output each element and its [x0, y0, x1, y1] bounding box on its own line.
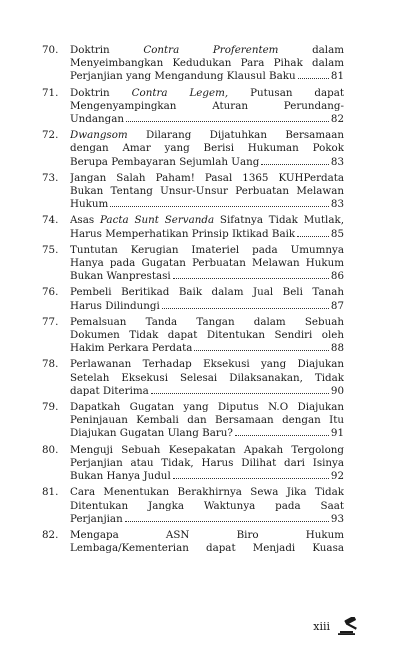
toc-entry[interactable] [42, 244, 344, 284]
toc-entry-last-line [70, 470, 344, 483]
toc-page-ref[interactable]: 83 [330, 155, 344, 168]
toc-text: Peninjauan Kembali dan Bersamaan dengan Itu [70, 414, 344, 427]
toc-entry-line [70, 214, 344, 227]
dot-leader [125, 521, 329, 522]
toc-entry-line [70, 500, 344, 513]
toc-entry-number: 80. [42, 443, 59, 456]
toc-entry-title [70, 286, 344, 312]
toc-entry-number: 74. [42, 214, 59, 227]
toc-text: Cara Menentukan Berakhirnya Sewa Jika Tidak [70, 486, 344, 499]
toc-page-ref[interactable]: 82 [330, 113, 344, 126]
toc-text: Bukan Wanprestasi [70, 270, 171, 283]
toc-entry[interactable] [42, 129, 344, 169]
toc-entry-last-line [70, 156, 344, 169]
toc-entry-line [70, 172, 344, 185]
toc-entry-last-line [70, 427, 344, 440]
toc-text: Mengapa ASN Biro Hukum [70, 528, 344, 541]
dot-leader [151, 393, 329, 394]
toc-page-ref[interactable]: 91 [330, 427, 344, 440]
toc-entry[interactable] [42, 87, 344, 127]
page-footer [313, 617, 368, 635]
toc-entry-title [70, 358, 344, 398]
toc-entry-title [70, 316, 344, 356]
toc-text: Bukan Tentang Unsur-Unsur Perbuatan Melawan [70, 185, 344, 198]
page-number: xiii [313, 619, 330, 633]
toc-entry-last-line [70, 70, 344, 83]
toc-entry-line [70, 185, 344, 198]
toc-entry-line [70, 57, 344, 70]
toc-text: Tuntutan Kerugian Imateriel pada Umumnya [70, 243, 344, 256]
toc-entry[interactable] [42, 316, 344, 356]
toc-text: Diajukan Gugatan Ulang Baru? [70, 427, 233, 440]
toc-text: Pembeli Beritikad Baik dalam Jual Beli Tanah [70, 286, 344, 299]
toc-text: dalam [278, 44, 344, 56]
toc-text-italic: Contra Proferentem [143, 44, 279, 56]
toc-text: Ditentukan Jangka Waktunya pada Saat [70, 499, 344, 512]
toc-entry-line [70, 286, 344, 299]
dot-leader [194, 350, 329, 351]
toc-entry-line [70, 329, 344, 342]
toc-text: Setelah Eksekusi Selesai Dilaksanakan, Tidak [70, 371, 344, 384]
dot-leader [126, 121, 329, 122]
toc-text: Pemalsuan Tanda Tangan dalam Sebuah [70, 315, 344, 328]
toc-entry-line [70, 100, 344, 113]
toc-entry[interactable] [42, 486, 344, 526]
toc-text: Dapatkah Gugatan yang Diputus N.O Diajukan [70, 401, 344, 414]
toc-entry-line [70, 401, 344, 414]
toc-page-ref[interactable]: 83 [330, 198, 344, 211]
toc-entry-number: 75. [42, 243, 59, 256]
toc-entry-last-line [70, 198, 344, 211]
toc-text: Harus Dilindungi [70, 299, 160, 312]
toc-entry-title [70, 401, 344, 441]
toc-entry-line [70, 129, 344, 142]
toc-text-italic: Pacta Sunt Servanda [99, 214, 215, 227]
toc-entry-number: 70. [42, 44, 59, 56]
toc-entry-number: 82. [42, 528, 59, 541]
toc-page-ref[interactable]: 88 [330, 342, 344, 355]
toc-entry-number: 76. [42, 286, 59, 299]
toc-entry-line [70, 529, 344, 542]
toc-entry-line [70, 444, 344, 457]
toc-entry[interactable] [42, 44, 344, 84]
toc-entry-last-line [70, 385, 344, 398]
toc-entry-number: 79. [42, 401, 59, 414]
toc-entry-title [70, 87, 344, 127]
dot-leader [173, 478, 329, 479]
toc-entry-line [70, 414, 344, 427]
toc-text-italic: Contra Legem, [131, 86, 229, 99]
toc-entry-line [70, 457, 344, 470]
toc-entry-line [70, 372, 344, 385]
toc-entry-line [70, 542, 344, 555]
toc-entry[interactable] [42, 444, 344, 484]
toc-text: Perlawanan Terhadap Eksekusi yang Diajukan [70, 358, 344, 371]
toc-text: Perjanjian yang Mengandung Klausul Baku [70, 70, 296, 83]
toc-entry-line [70, 486, 344, 499]
toc-text: Menyeimbangkan Kedudukan Para Pihak dalam [70, 57, 344, 70]
toc-entry[interactable] [42, 214, 344, 240]
toc-entry[interactable] [42, 286, 344, 312]
toc-entry-number: 72. [42, 129, 59, 142]
toc-text: Hukum [70, 198, 109, 211]
toc-text: dapat Diterima [70, 384, 149, 397]
toc-page-ref[interactable]: 93 [330, 512, 344, 525]
toc-entry-title [70, 529, 344, 555]
dot-leader [235, 435, 329, 436]
table-of-contents [42, 44, 344, 558]
toc-text: Doktrin [70, 44, 144, 56]
toc-entry-line [70, 257, 344, 270]
toc-entry-line [70, 244, 344, 257]
toc-entry-last-line [70, 228, 344, 241]
toc-page-ref[interactable]: 92 [330, 470, 344, 483]
toc-text: Berupa Pembayaran Sejumlah Uang [70, 155, 260, 168]
toc-entry-line [70, 44, 344, 57]
toc-text: Perjanjian [70, 512, 123, 525]
toc-text: Sifatnya Tidak Mutlak, [214, 214, 344, 227]
toc-entry-title [70, 486, 344, 526]
toc-entry-line [70, 358, 344, 371]
toc-entry-title [70, 44, 344, 84]
toc-text: Undangan [70, 113, 125, 126]
dot-leader [110, 206, 329, 207]
toc-text: Hakim Perkara Perdata [70, 342, 193, 355]
toc-page-ref[interactable]: 85 [330, 227, 344, 240]
toc-page-ref[interactable]: 86 [330, 270, 344, 283]
toc-text: Putusan dapat [228, 86, 344, 99]
toc-text: Mengenyampingkan Aturan Perundang- [70, 99, 344, 112]
toc-entry-last-line [70, 513, 344, 526]
toc-entry-number: 73. [42, 171, 59, 184]
toc-entry-last-line [70, 342, 344, 355]
toc-entry-last-line [70, 113, 344, 126]
toc-text: Menguji Sebuah Kesepakatan Apakah Tergolong [70, 443, 344, 456]
toc-text: Jangan Salah Paham! Pasal 1365 KUHPerdata [70, 171, 344, 184]
toc-entry-number: 77. [42, 315, 59, 328]
toc-text: Lembaga/Kementerian dapat Menjadi Kuasa [70, 542, 344, 555]
toc-text: Hanya pada Gugatan Perbuatan Melawan Hukum [70, 257, 344, 270]
toc-entry-last-line [70, 300, 344, 313]
toc-entry-line [70, 87, 344, 100]
toc-entry[interactable] [42, 401, 344, 441]
toc-entry[interactable] [42, 358, 344, 398]
toc-entry-last-line [70, 270, 344, 283]
dot-leader [261, 164, 329, 165]
toc-entry-line [70, 316, 344, 329]
toc-text: Asas [70, 214, 100, 227]
toc-text: Dokumen Tidak dapat Ditentukan Sendiri oleh [70, 329, 344, 342]
toc-page-ref[interactable]: 87 [330, 299, 344, 312]
toc-text: Harus Memperhatikan Prinsip Iktikad Baik [70, 227, 296, 240]
gavel-icon [338, 617, 368, 635]
toc-entry-title [70, 214, 344, 240]
toc-text: Bukan Hanya Judul [70, 470, 171, 483]
dot-leader [173, 278, 329, 279]
toc-entry-title [70, 444, 344, 484]
dot-leader [162, 308, 329, 309]
toc-entry-title [70, 244, 344, 284]
dot-leader [298, 78, 329, 79]
toc-entry[interactable] [42, 529, 344, 555]
toc-text: Perjanjian atau Tidak, Harus Dilihat dari Isinya [70, 456, 344, 469]
toc-entry-number: 78. [42, 358, 59, 371]
toc-text: Doktrin [70, 86, 132, 99]
dot-leader [297, 236, 329, 237]
toc-entry-title [70, 129, 344, 169]
toc-page-ref[interactable]: 90 [330, 384, 344, 397]
toc-entry[interactable] [42, 172, 344, 212]
toc-entry-number: 81. [42, 486, 59, 499]
toc-text-italic: Dwangsom [70, 129, 128, 142]
toc-entry-number: 71. [42, 86, 59, 99]
toc-entry-line [70, 142, 344, 155]
toc-page-ref[interactable]: 81 [330, 70, 344, 83]
toc-entry-title [70, 172, 344, 212]
toc-text: Dilarang Dijatuhkan Bersamaan [127, 129, 344, 142]
toc-text: dengan Amar yang Berisi Hukuman Pokok [70, 142, 344, 155]
